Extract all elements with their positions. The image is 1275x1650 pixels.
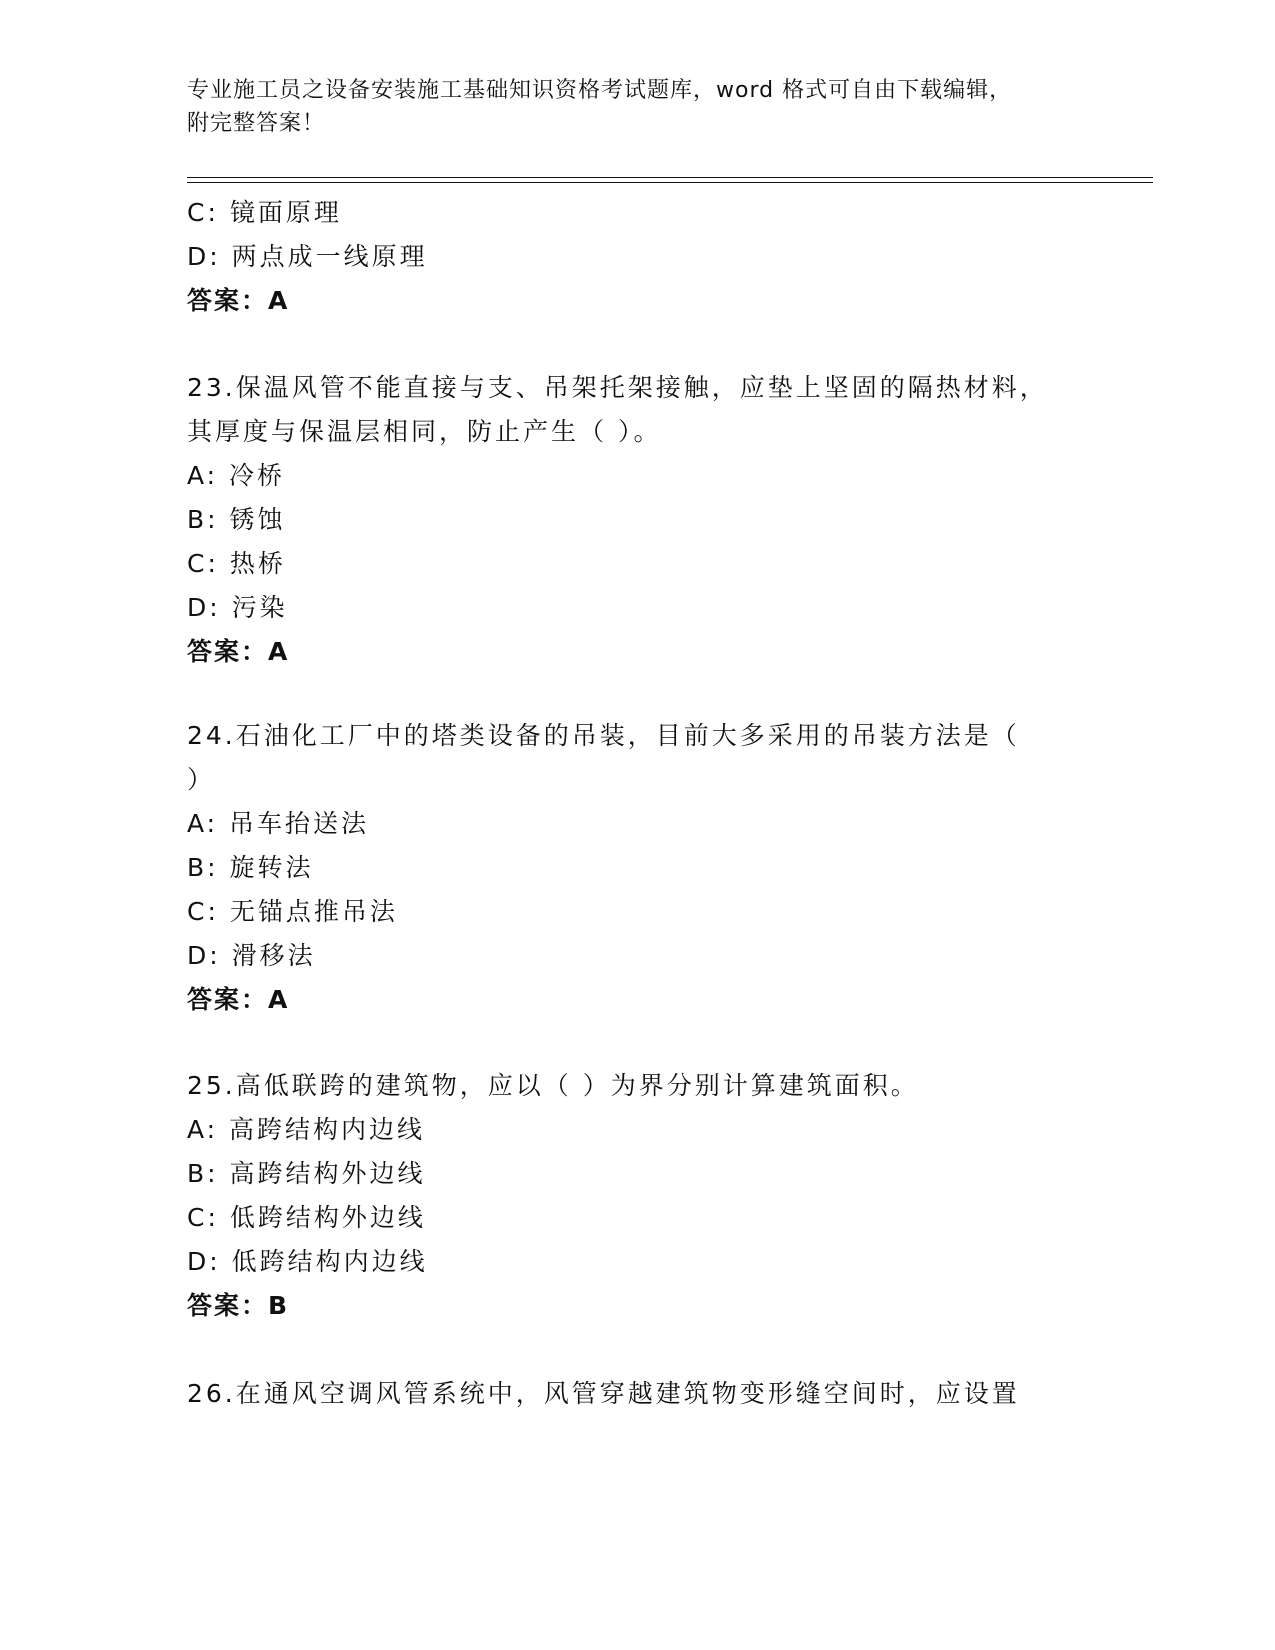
answer-line: 答案：A — [187, 637, 290, 666]
option-a: A: 高跨结构内边线 — [187, 1115, 426, 1144]
header-divider-bottom — [187, 182, 1153, 183]
question-26-line-1: 26.在通风空调风管系统中，风管穿越建筑物变形缝空间时，应设置 — [187, 1379, 1020, 1408]
question-23-line-1: 23.保温风管不能直接与支、吊架托架接触，应垫上坚固的隔热材料， — [187, 373, 1048, 402]
answer-line: 答案：A — [187, 286, 290, 315]
option-d: D: 滑移法 — [187, 941, 316, 970]
question-24-line-2: ） — [187, 765, 216, 794]
option-c: C: 低跨结构外边线 — [187, 1203, 426, 1232]
option-a: A: 冷桥 — [187, 461, 286, 490]
option-d: D: 两点成一线原理 — [187, 242, 428, 271]
header-line-1: 专业施工员之设备安装施工基础知识资格考试题库，word 格式可自由下载编辑， — [187, 78, 1013, 103]
option-c: C: 热桥 — [187, 549, 286, 578]
option-c: C: 无锚点推吊法 — [187, 897, 398, 926]
option-b: B: 旋转法 — [187, 853, 314, 882]
question-24-line-1: 24.石油化工厂中的塔类设备的吊装，目前大多采用的吊装方法是（ — [187, 721, 1020, 750]
option-a: A: 吊车抬送法 — [187, 809, 370, 838]
question-23-line-2: 其厚度与保温层相同，防止产生（ ）。 — [187, 417, 662, 446]
option-d: D: 低跨结构内边线 — [187, 1247, 428, 1276]
header-line-2: 附完整答案！ — [187, 111, 326, 136]
option-d: D: 污染 — [187, 593, 288, 622]
answer-line: 答案：B — [187, 1291, 290, 1320]
question-25-line-1: 25.高低联跨的建筑物，应以（ ）为界分别计算建筑面积。 — [187, 1071, 919, 1100]
option-c: C: 镜面原理 — [187, 198, 342, 227]
answer-line: 答案：A — [187, 985, 290, 1014]
document-header — [187, 74, 1097, 140]
option-b: B: 高跨结构外边线 — [187, 1159, 426, 1188]
option-b: B: 锈蚀 — [187, 505, 286, 534]
header-divider-top — [187, 177, 1153, 178]
